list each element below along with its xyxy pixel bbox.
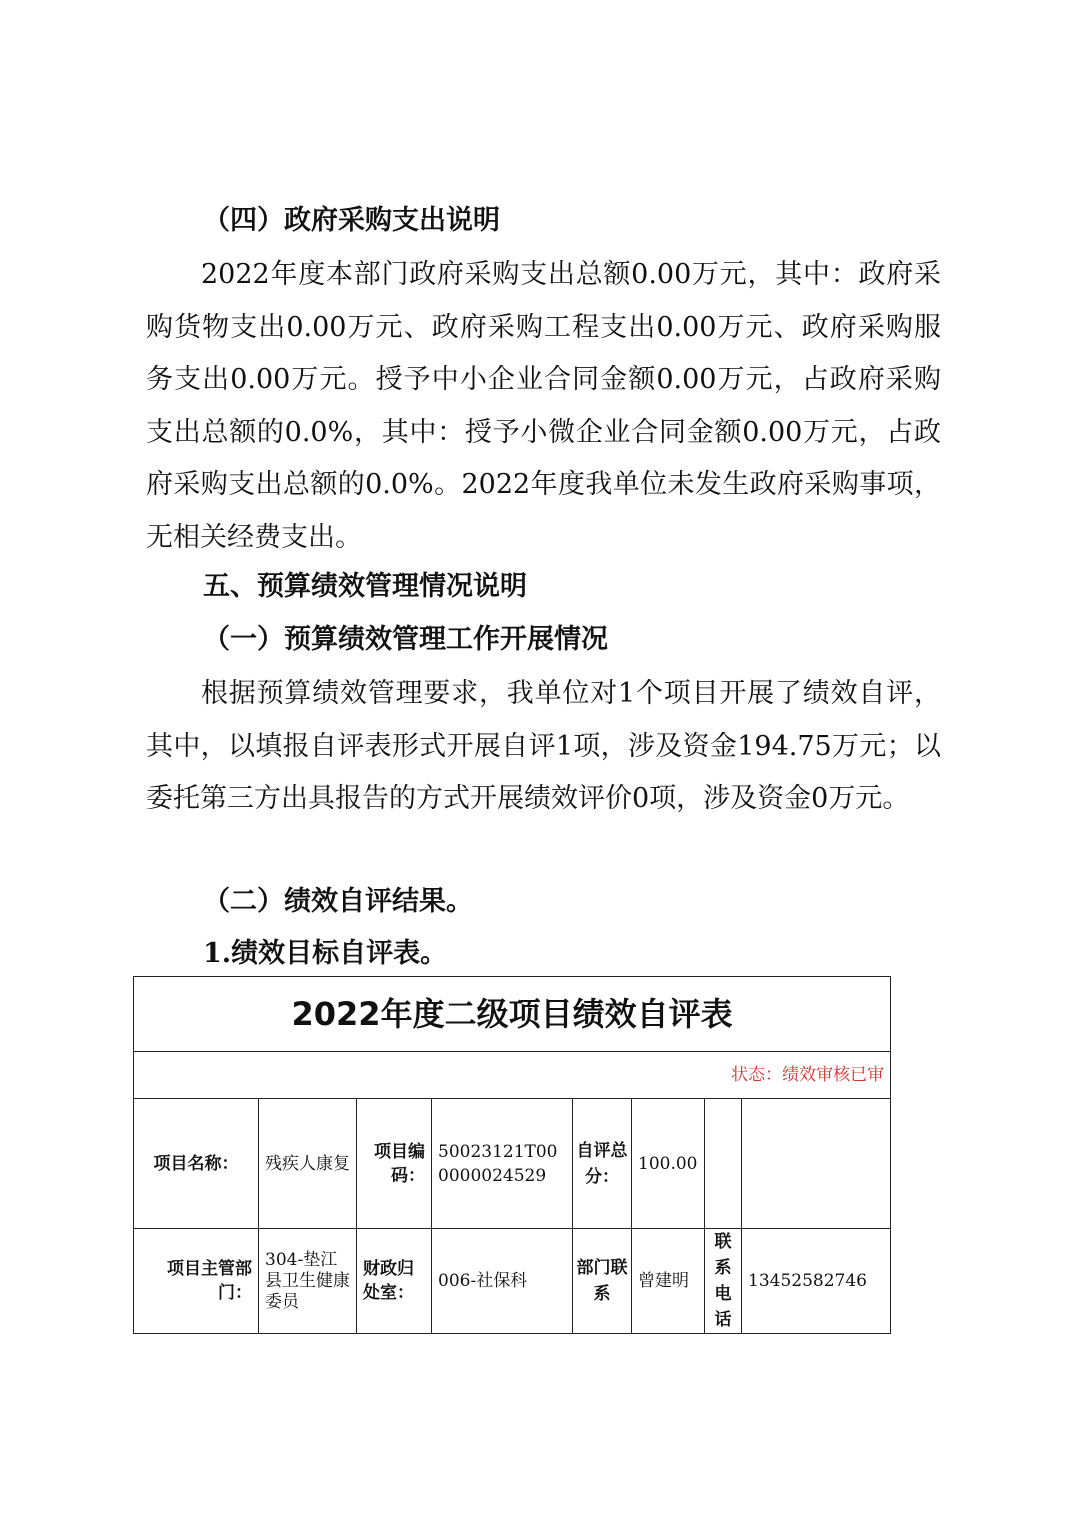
section-5-2-1-heading: 1.绩效目标自评表。: [203, 938, 448, 969]
section-4-body: 2022年度本部门政府采购支出总额0.00万元，其中：政府采购货物支出0.00万元、政府采购工程支出0.00万元、政府采购服务支出0.00万元。授予中小企业合同金额0.00万元，占政府采购支出总额的0.0%，其中：授予小微企业合同金额0.00万元，占政府采购支出总额的0.0%。2022年度我单位未发生政府采购事项，无相关经费支出。: [146, 259, 941, 553]
finance-office-label: 财政归处室：: [357, 1229, 432, 1334]
section-5-2-heading: （二）绩效自评结果。: [203, 886, 473, 917]
empty-cell-1: [705, 1099, 742, 1229]
project-name-label: 项目名称：: [134, 1099, 259, 1229]
dept-contact-value: 曾建明: [632, 1229, 705, 1334]
status-badge: 状态：绩效审核已审: [134, 1052, 891, 1099]
section-5-1-heading: （一）预算绩效管理工作开展情况: [203, 624, 608, 655]
self-score-value: 100.00: [632, 1099, 705, 1229]
self-evaluation-table: [133, 976, 891, 1334]
empty-cell-2: [742, 1099, 891, 1229]
section-4-heading: （四）政府采购支出说明: [203, 205, 500, 236]
department-value: 304-垫江县卫生健康委员: [259, 1229, 357, 1334]
table-row-department: [134, 1229, 891, 1334]
table-row-project: [134, 1099, 891, 1229]
finance-office-value: 006-社保科: [432, 1229, 573, 1334]
table-title: 2022年度二级项目绩效自评表: [134, 977, 891, 1052]
project-code-label: 项目编码：: [357, 1099, 432, 1229]
project-code-value: 50023121T000000024529: [432, 1099, 573, 1229]
department-label: 项目主管部门：: [134, 1229, 259, 1334]
section-5-1-body: 根据预算绩效管理要求，我单位对1个项目开展了绩效自评，其中，以填报自评表形式开展自评1项，涉及资金194.75万元；以委托第三方出具报告的方式开展绩效评价0项，涉及资金0万元。: [146, 678, 941, 814]
phone-value: 13452582746: [742, 1229, 891, 1334]
section-5-heading: 五、预算绩效管理情况说明: [203, 571, 527, 602]
dept-contact-label: 部门联系: [573, 1229, 632, 1334]
self-score-label: 自评总分：: [573, 1099, 632, 1229]
project-name-value: 残疾人康复: [259, 1099, 357, 1229]
phone-label: 联系电话: [705, 1229, 742, 1334]
